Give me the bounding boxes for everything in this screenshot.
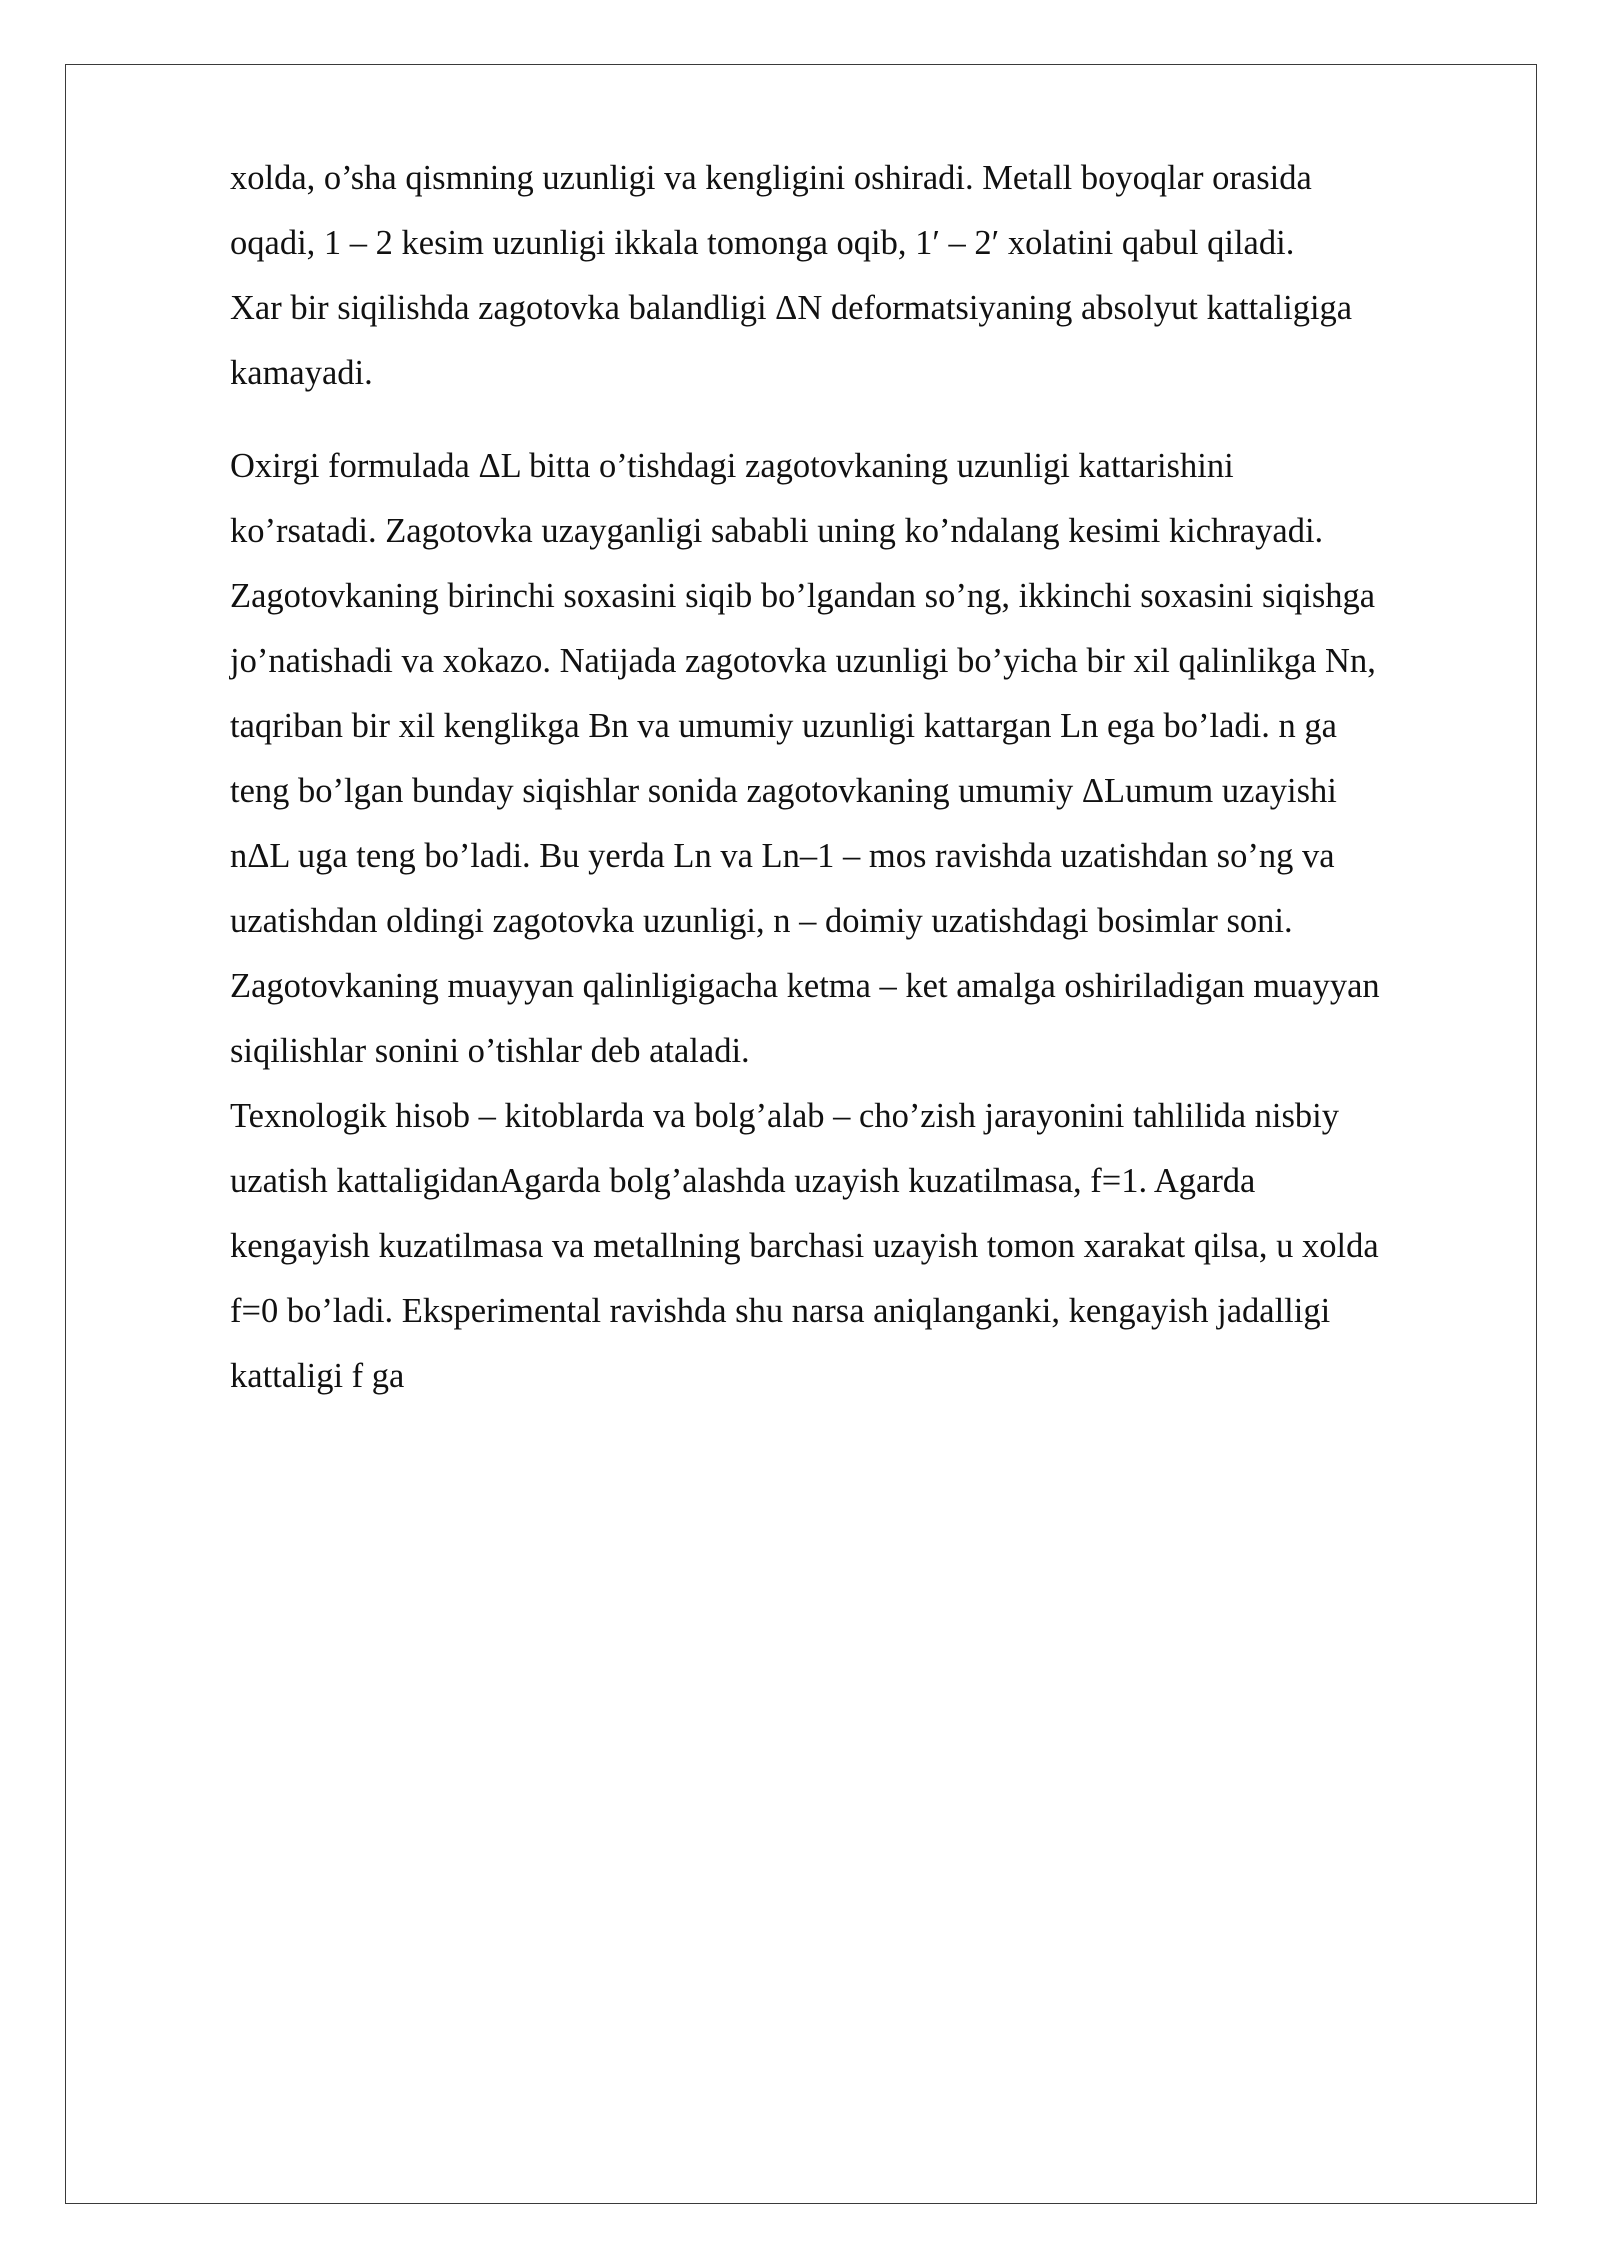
text-line: kengayish kuzatilmasa va metallning barchasi uzayish tomon xarakat qilsa, u xolda: [230, 1227, 1379, 1265]
text-line: kattaligi f ga: [230, 1357, 405, 1395]
paragraph-spacing: [230, 406, 1500, 434]
text-line: Texnologik hisob – kitoblarda va bolg’alab – cho’zish jarayonini tahlilida nisbiy: [230, 1097, 1340, 1135]
text-line: Xar bir siqilishda zagotovka balandligi ΔN deformatsiyaning absolyut kattaligiga: [230, 289, 1353, 327]
text-line: Oxirgi formulada ΔL bitta o’tishdagi zagotovkaning uzunligi kattarishini: [230, 447, 1234, 485]
text-line: xolda, o’sha qismning uzunligi va kengligini oshiradi. Metall boyoqlar orasida: [230, 159, 1312, 197]
text-line: nΔL uga teng bo’ladi. Bu yerda Ln va Ln–1 – mos ravishda uzatishdan so’ng va: [230, 837, 1335, 875]
text-line: Zagotovkaning muayyan qalinligigacha ketma – ket amalga oshiriladigan muayyan: [230, 967, 1380, 1005]
text-line: ko’rsatadi. Zagotovka uzayganligi sababli uning ko’ndalang kesimi kichrayadi.: [230, 512, 1324, 550]
text-line: uzatishdan oldingi zagotovka uzunligi, n – doimiy uzatishdagi bosimlar soni.: [230, 902, 1293, 940]
document-body: [230, 146, 1500, 1409]
text-line: taqriban bir xil kenglikga Bn va umumiy uzunligi kattargan Ln ega bo’ladi. n ga: [230, 707, 1337, 745]
paragraph-1: [230, 146, 1500, 406]
text-line: f=0 bo’ladi. Eksperimental ravishda shu narsa aniqlanganki, kengayish jadalligi: [230, 1292, 1331, 1330]
text-line: jo’natishadi va xokazo. Natijada zagotovka uzunligi bo’yicha bir xil qalinlikga Nn,: [230, 642, 1376, 680]
paragraph-2: [230, 434, 1500, 1409]
text-line: uzatish kattaligidanAgarda bolg’alashda uzayish kuzatilmasa, f=1. Agarda: [230, 1162, 1256, 1200]
text-line: oqadi, 1 – 2 kesim uzunligi ikkala tomonga oqib, 1′ – 2′ xolatini qabul qiladi.: [230, 224, 1295, 262]
text-line: Zagotovkaning birinchi soxasini siqib bo’lgandan so’ng, ikkinchi soxasini siqishga: [230, 577, 1376, 615]
text-line: teng bo’lgan bunday siqishlar sonida zagotovkaning umumiy ΔLumum uzayishi: [230, 772, 1337, 810]
text-line: kamayadi.: [230, 354, 373, 392]
text-line: siqilishlar sonini o’tishlar deb ataladi.: [230, 1032, 750, 1070]
